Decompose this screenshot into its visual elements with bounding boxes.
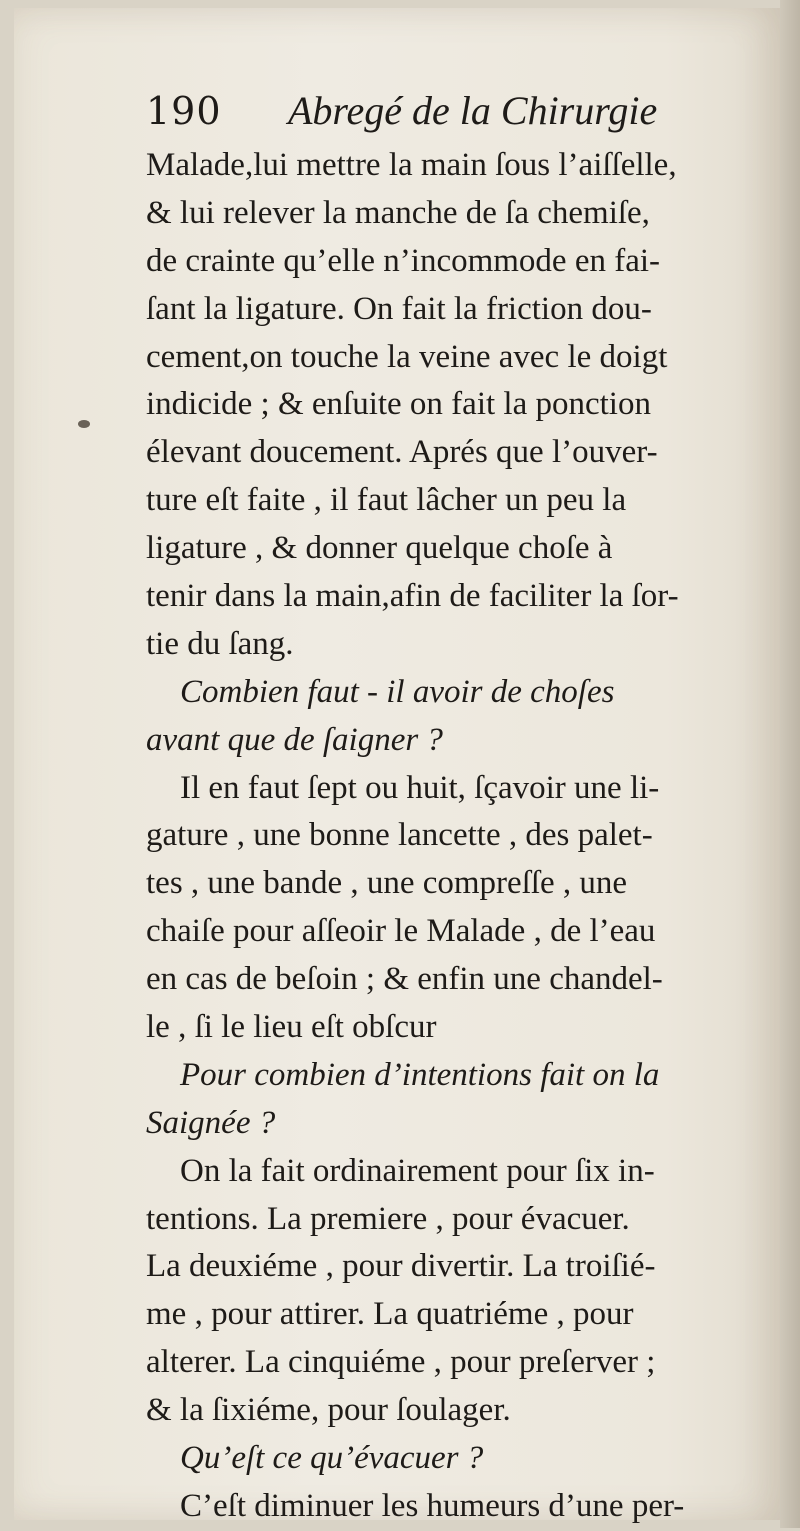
text-line: tentions. La premiere , pour évacuer. [146, 1200, 630, 1237]
text-line: me , pour attirer. La quatriéme , pour [146, 1296, 634, 1333]
text-line: ture eſt faite , il faut lâcher un peu la [146, 482, 627, 519]
text-line: de crainte qu’elle n’incommode en fai- [146, 242, 661, 279]
running-head: Abregé de la Chirurgie [288, 88, 658, 133]
text-line: ſant la ligature. On fait la friction dou- [146, 290, 652, 327]
margin-mark [78, 420, 90, 428]
text-line: cement,on touche la veine avec le doigt [146, 338, 668, 375]
question-line: Combien faut - il avoir de choſes [180, 673, 615, 710]
page-header [146, 88, 770, 142]
text-line: ligature , & donner quelque choſe à [146, 530, 613, 567]
answer-line: On la fait ordinairement pour ſix in- [180, 1152, 655, 1189]
question-line: Qu’eſt ce qu’évacuer ? [180, 1440, 484, 1477]
question-line: Saignée ? [146, 1104, 276, 1141]
page-number: 190 [146, 89, 222, 133]
text-line: indicide ; & enſuite on fait la ponction [146, 386, 651, 423]
text-line: & lui relever la manche de ſa chemiſe, [146, 194, 650, 231]
text-line: gature , une bonne lancette , des palet- [146, 817, 653, 854]
text-line: chaiſe pour aſſeoir le Malade , de l’eau [146, 913, 656, 950]
text-line: alterer. La cinquiéme , pour preſerver ; [146, 1344, 656, 1381]
page-text [146, 88, 770, 1531]
text-line: tie du ſang. [146, 625, 294, 662]
text-line: élevant doucement. Aprés que l’ouver- [146, 434, 658, 471]
text-line: La deuxiéme , pour divertir. La troiſié- [146, 1248, 656, 1285]
question-line: avant que de ſaigner ? [146, 721, 443, 758]
answer-line: Il en faut ſept ou huit, ſçavoir une li- [180, 769, 660, 806]
text-line: Malade,lui mettre la main ſous l’aiſſelle, [146, 147, 677, 183]
question-line: Pour combien d’intentions fait on la [180, 1056, 660, 1093]
text-line: en cas de beſoin ; & enfin une chandel- [146, 961, 663, 998]
text-line: le , ſi le lieu eſt obſcur [146, 1009, 437, 1046]
page-edge [780, 0, 800, 1528]
text-line: & la ſixiéme, pour ſoulager. [146, 1392, 511, 1429]
text-line: tes , une bande , une compreſſe , une [146, 865, 628, 902]
answer-line: C’eſt diminuer les humeurs d’une per- [180, 1487, 685, 1524]
text-line: tenir dans la main,afin de faciliter la ſor- [146, 578, 679, 615]
